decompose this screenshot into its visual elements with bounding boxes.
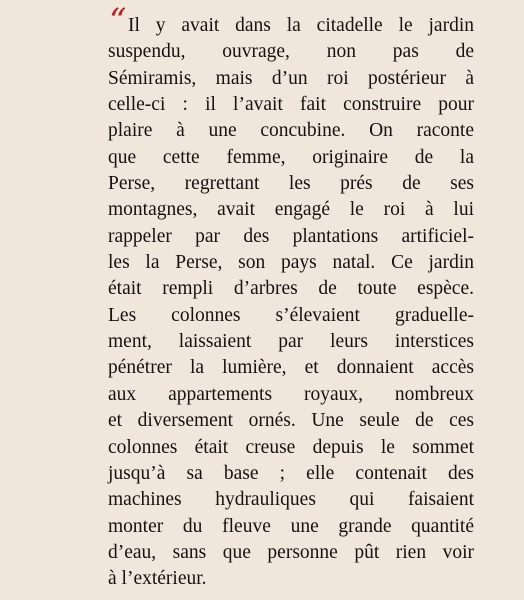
passage-line: celle-ci : il l’avait fait construire pour (108, 94, 474, 116)
passage-line: ment, laissaient par leurs interstices (108, 331, 474, 353)
passage-line: jusqu’à sa base ; elle contenait des (108, 462, 474, 484)
passage-line: que cette femme, originaire de la (108, 146, 474, 168)
passage-line: Perse, regrettant les prés de ses (108, 173, 474, 195)
passage-line: aux appartements royaux, nombreux (108, 383, 474, 405)
passage-line: Il y avait dans la citadelle le jardin (128, 15, 474, 36)
quoted-passage (108, 13, 474, 593)
passage-line: Sémiramis, mais d’un roi postérieur à (108, 67, 474, 89)
passage-line: colonnes était creuse depuis le sommet (108, 436, 474, 458)
passage-line: était rempli d’arbres de toute espèce. (108, 278, 474, 300)
passage-line: suspendu, ouvrage, non pas de (108, 41, 474, 63)
passage-line: les la Perse, son pays natal. Ce jardin (108, 252, 474, 274)
passage-line: machines hydrauliques qui faisaient (108, 489, 474, 511)
passage-line: et diversement ornés. Une seule de ces (108, 410, 474, 432)
passage-line: monter du fleuve une grande quantité (108, 515, 474, 537)
passage-line: pénétrer la lumière, et donnaient accès (108, 357, 474, 379)
passage-line: rappeler par des plantations artificiel- (108, 225, 474, 247)
passage-line: plaire à une concubine. On raconte (108, 120, 474, 142)
opening-quote-mark: “ (109, 1, 127, 41)
passage-line: montagnes, avait engagé le roi à lui (108, 199, 474, 221)
passage-line: d’eau, sans que personne pût rien voir (108, 541, 474, 563)
passage-line: à l’extérieur. (108, 568, 207, 590)
passage-line: Les colonnes s’élevaient graduelle- (108, 304, 474, 326)
